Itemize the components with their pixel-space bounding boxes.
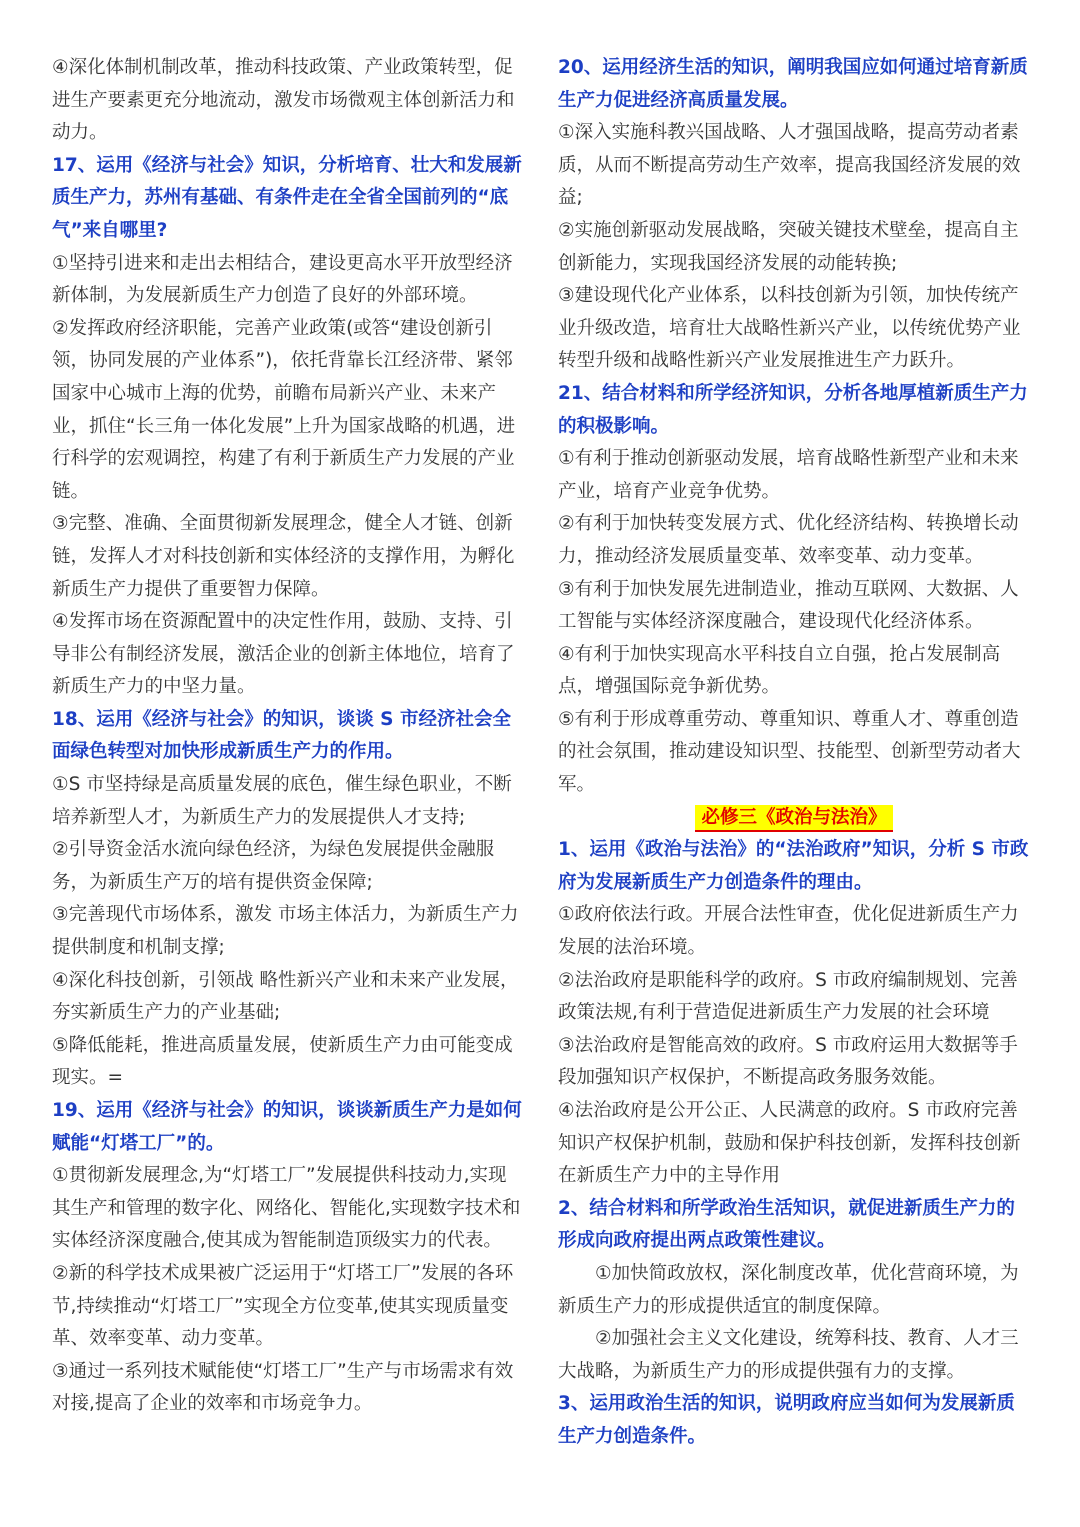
answer-paragraph: ①加快简政放权，深化制度改革，优化营商环境，为新质生产力的形成提供适宜的制度保障。	[558, 1262, 1019, 1317]
question-17: 17、运用《经济与社会》知识，分析培育、壮大和发展新质生产力，苏州有基础、有条件走在全省全国前列的“底气”来自哪里?	[52, 154, 522, 241]
left-column	[52, 52, 522, 1527]
question-1: 1、运用《政治与法治》的“法治政府”知识，分析 S 市政府为发展新质生产力创造条件的理由。	[558, 839, 1029, 893]
answer-paragraph: ①贯彻新发展理念,为“灯塔工厂”发展提供科技动力,实现其生产和管理的数字化、网络化、智能化,实现数字技术和实体经济深度融合,使其成为智能制造顶级实力的代表。	[52, 1165, 521, 1252]
question-18: 18、运用《经济与社会》的知识，谈谈 S 市经济社会全面绿色转型对加快形成新质生产力的作用。	[52, 708, 511, 763]
answer-paragraph: ②有利于加快转变发展方式、优化经济结构、转换增长动力，推动经济发展质量变革、效率变革、动力变革。	[558, 513, 1019, 567]
question-19: 19、运用《经济与社会》的知识，谈谈新质生产力是如何赋能“灯塔工厂”的。	[52, 1100, 522, 1154]
answer-paragraph: ①坚持引进来和走出去相结合，建设更高水平开放型经济新体制，为发展新质生产力创造了良好的外部环境。	[52, 252, 513, 307]
answer-paragraph: ④法治政府是公开公正、人民满意的政府。S 市政府完善知识产权保护机制，鼓励和保护科技创新，发挥科技创新在新质生产力中的主导作用	[558, 1100, 1021, 1187]
answer-paragraph: ③完整、准确、全面贯彻新发展理念，健全人才链、创新链，发挥人才对科技创新和实体经济的支撑作用，为孵化新质生产力提供了重要智力保障。	[52, 513, 515, 600]
answer-paragraph: ⑤有利于形成尊重劳动、尊重知识、尊重人才、尊重创造的社会氛围，推动建设知识型、技能型、创新型劳动者大军。	[558, 708, 1021, 796]
answer-paragraph: ②法治政府是职能科学的政府。S 市政府编制规划、完善政策法规,有利于营造促进新质生产力发展的社会环境	[558, 969, 1018, 1024]
answer-paragraph: ④深化科技创新，引领战 略性新兴产业和未来产业发展，夯实新质生产力的产业基础;	[52, 969, 519, 1024]
answer-paragraph: ②加强社会主义文化建设，统筹科技、教育、人才三大战略，为新质生产力的形成提供强有力的支撑。	[558, 1328, 1019, 1382]
answer-paragraph: ④有利于加快实现高水平科技自立自强，抢占发展制高点，增强国际竞争新优势。	[558, 643, 1001, 698]
answer-paragraph: ②实施创新驱动发展战略，突破关键技术壁垒，提高自主创新能力，实现我国经济发展的动能转换;	[558, 219, 1019, 274]
question-20: 20、运用经济生活的知识，阐明我国应如何通过培育新质生产力促进经济高质量发展。	[558, 57, 1028, 111]
question-3: 3、运用政治生活的知识，说明政府应当如何为发展新质生产力创造条件。	[558, 1393, 1015, 1447]
section-title: 必修三《政治与法治》	[695, 805, 892, 832]
right-column	[558, 52, 1030, 1527]
answer-paragraph: ③完善现代市场体系，激发 市场主体活力，为新质生产力提供制度和机制支撑;	[52, 904, 519, 959]
answer-paragraph: ③法治政府是智能高效的政府。S 市政府运用大数据等手段加强知识产权保护，不断提高政务服务效能。	[558, 1034, 1018, 1089]
answer-paragraph: ①政府依法行政。开展合法性审查，优化促进新质生产力发展的法治环境。	[558, 904, 1019, 959]
answer-paragraph: ③通过一系列技术赋能使“灯塔工厂”生产与市场需求有效对接,提高了企业的效率和市场竞争力。	[52, 1360, 514, 1415]
answer-paragraph: ③建设现代化产业体系，以科技创新为引领，加快传统产业升级改造，培育壮大战略性新兴产业，以传统优势产业转型升级和战略性新兴产业发展推进生产力跃升。	[558, 285, 1021, 372]
question-2: 2、结合材料和所学政治生活知识，就促进新质生产力的形成向政府提出两点政策性建议。	[558, 1197, 1015, 1252]
answer-paragraph: ⑤降低能耗，推进高质量发展，使新质生产力由可能变成现实。=	[52, 1034, 513, 1089]
answer-paragraph: ①有利于推动创新驱动发展，培育战略性新型产业和未来产业，培育产业竞争优势。	[558, 448, 1019, 502]
answer-paragraph: ①深入实施科教兴国战略、人才强国战略，提高劳动者素质，从而不断提高劳动生产效率，提高我国经济发展的效益;	[558, 122, 1021, 209]
question-21: 21、结合材料和所学经济知识，分析各地厚植新质生产力的积极影响。	[558, 382, 1028, 437]
section-heading	[558, 802, 1030, 835]
answer-paragraph: ①S 市坚持绿是高质量发展的底色，催生绿色职业，不断培养新型人才，为新质生产力的发展提供人才支持;	[52, 774, 512, 828]
answer-paragraph: ③有利于加快发展先进制造业，推动互联网、大数据、人工智能与实体经济深度融合，建设现代化经济体系。	[558, 578, 1019, 633]
answer-paragraph: ④深化体制机制改革，推动科技政策、产业政策转型，促进生产要素更充分地流动，激发市场微观主体创新活力和动力。	[52, 57, 515, 144]
answer-paragraph: ④发挥市场在资源配置中的决定性作用，鼓励、支持、引导非公有制经济发展，激活企业的创新主体地位，培育了新质生产力的中坚力量。	[52, 611, 515, 698]
answer-paragraph: ②发挥政府经济职能，完善产业政策(或答“建设创新引领，协同发展的产业体系”)，依托背靠长江经济带、紧邻国家中心城市上海的优势，前瞻布局新兴产业、未来产业，抓住“长三角一体化发展”上升为国家战略的机遇，进行科学的宏观调控，构建了有利于新质生产力发展的产业链。	[52, 317, 516, 502]
answer-paragraph: ②引导资金活水流向绿色经济，为绿色发展提供金融服务，为新质生产万的培有提供资金保障;	[52, 839, 495, 893]
answer-paragraph: ②新的科学技术成果被广泛运用于“灯塔工厂”发展的各环节,持续推动“灯塔工厂”实现全方位变革,使其实现质量变革、效率变革、动力变革。	[52, 1262, 514, 1350]
